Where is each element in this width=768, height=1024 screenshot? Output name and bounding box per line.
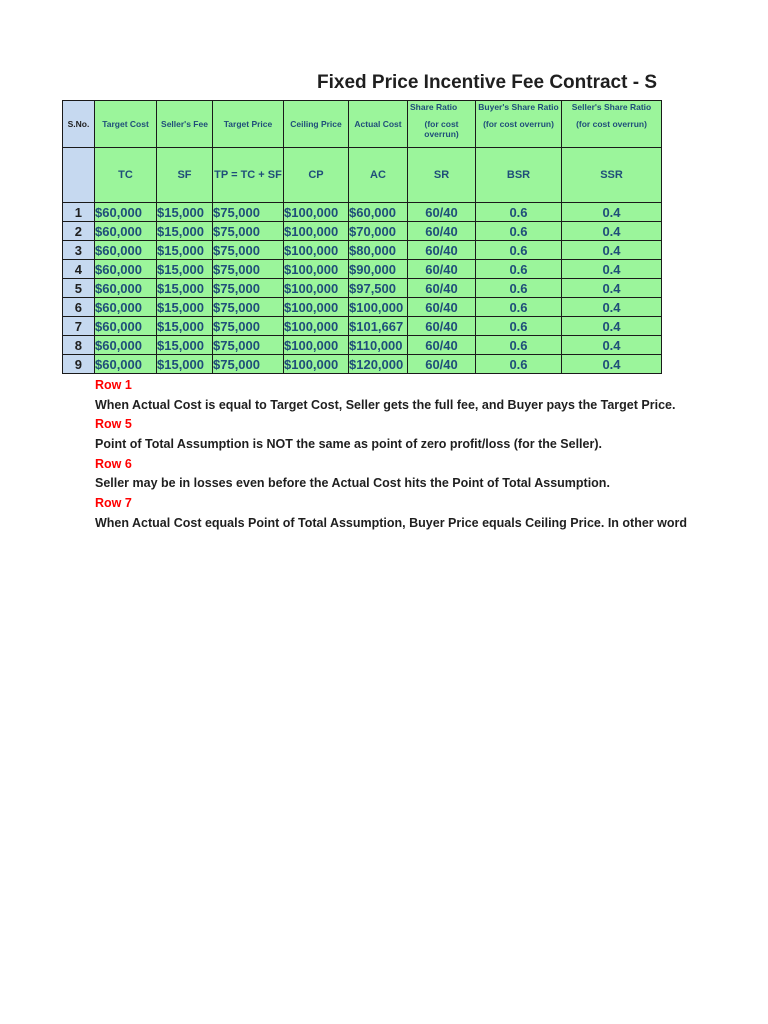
data-rows [63, 203, 662, 374]
cell-seller-share: 0.4 [562, 317, 662, 336]
header-target-price: Target Price [213, 101, 284, 148]
cell-seller-share: 0.4 [562, 241, 662, 260]
buyer-share-title: Buyer's Share Ratio [478, 102, 559, 112]
header-sellers-fee: Seller's Fee [157, 101, 213, 148]
table-row [63, 260, 662, 279]
cell-ceiling-price: $100,000 [284, 260, 349, 279]
seller-share-sub: (for cost overrun) [576, 119, 647, 129]
cell-actual-cost: $80,000 [349, 241, 408, 260]
note-text: When Actual Cost is equal to Target Cost, Seller gets the full fee, and Buyer pays the Target Price. [95, 397, 676, 412]
cell-sno: 7 [63, 317, 95, 336]
cell-actual-cost: $100,000 [349, 298, 408, 317]
cell-share-ratio: 60/40 [408, 336, 476, 355]
cell-sellers-fee: $15,000 [157, 298, 213, 317]
note-row-label: Row 7 [95, 496, 132, 511]
cell-seller-share: 0.4 [562, 279, 662, 298]
cell-sno: 1 [63, 203, 95, 222]
cell-seller-share: 0.4 [562, 336, 662, 355]
cell-ceiling-price: $100,000 [284, 222, 349, 241]
cell-seller-share: 0.4 [562, 355, 662, 374]
abbr-sf: SF [157, 148, 213, 203]
cell-buyer-share: 0.6 [476, 298, 562, 317]
cell-target-cost: $60,000 [95, 222, 157, 241]
cell-seller-share: 0.4 [562, 203, 662, 222]
cell-target-cost: $60,000 [95, 317, 157, 336]
cell-ceiling-price: $100,000 [284, 298, 349, 317]
seller-share-title: Seller's Share Ratio [571, 102, 652, 112]
cell-share-ratio: 60/40 [408, 355, 476, 374]
cell-share-ratio: 60/40 [408, 279, 476, 298]
cell-sellers-fee: $15,000 [157, 279, 213, 298]
abbr-ac: AC [349, 148, 408, 203]
abbr-sr: SR [408, 148, 476, 203]
cell-target-cost: $60,000 [95, 241, 157, 260]
cell-target-cost: $60,000 [95, 298, 157, 317]
cell-sno: 9 [63, 355, 95, 374]
cell-seller-share: 0.4 [562, 222, 662, 241]
cell-target-price: $75,000 [213, 298, 284, 317]
cell-sno: 4 [63, 260, 95, 279]
abbr-tp: TP = TC + SF [213, 148, 284, 203]
share-ratio-sub: (for cost overrun) [424, 119, 459, 139]
share-ratio-title: Share Ratio [410, 102, 458, 112]
cell-buyer-share: 0.6 [476, 241, 562, 260]
cell-actual-cost: $120,000 [349, 355, 408, 374]
header-sno: S.No. [63, 101, 95, 148]
cell-ceiling-price: $100,000 [284, 241, 349, 260]
note-text: Point of Total Assumption is NOT the same as point of zero profit/loss (for the Seller). [95, 437, 602, 452]
cell-sellers-fee: $15,000 [157, 355, 213, 374]
cell-buyer-share: 0.6 [476, 317, 562, 336]
incentive-fee-table [62, 100, 662, 374]
abbr-tc: TC [95, 148, 157, 203]
cell-target-cost: $60,000 [95, 336, 157, 355]
header-share-ratio [408, 101, 476, 148]
table-row [63, 222, 662, 241]
cell-target-price: $75,000 [213, 317, 284, 336]
table-row [63, 241, 662, 260]
cell-share-ratio: 60/40 [408, 222, 476, 241]
cell-share-ratio: 60/40 [408, 260, 476, 279]
note-text: When Actual Cost equals Point of Total Assumption, Buyer Price equals Ceiling Price. In other word [95, 515, 687, 530]
cell-sellers-fee: $15,000 [157, 222, 213, 241]
note-row-label: Row 1 [95, 378, 132, 392]
cell-sno: 3 [63, 241, 95, 260]
cell-actual-cost: $101,667 [349, 317, 408, 336]
cell-target-cost: $60,000 [95, 260, 157, 279]
cell-buyer-share: 0.6 [476, 355, 562, 374]
table-row [63, 298, 662, 317]
cell-sno: 8 [63, 336, 95, 355]
sheet-title: Fixed Price Incentive Fee Contract - S [317, 72, 657, 93]
cell-target-price: $75,000 [213, 260, 284, 279]
cell-actual-cost: $60,000 [349, 203, 408, 222]
cell-actual-cost: $97,500 [349, 279, 408, 298]
cell-sellers-fee: $15,000 [157, 241, 213, 260]
note-row-label: Row 5 [95, 417, 132, 432]
cell-actual-cost: $90,000 [349, 260, 408, 279]
notes [95, 376, 687, 534]
abbr-cp: CP [284, 148, 349, 203]
cell-buyer-share: 0.6 [476, 279, 562, 298]
cell-ceiling-price: $100,000 [284, 355, 349, 374]
cell-ceiling-price: $100,000 [284, 203, 349, 222]
cell-target-cost: $60,000 [95, 355, 157, 374]
table-row [63, 203, 662, 222]
cell-sno: 6 [63, 298, 95, 317]
cell-target-price: $75,000 [213, 355, 284, 374]
cell-sellers-fee: $15,000 [157, 336, 213, 355]
abbr-bsr: BSR [476, 148, 562, 203]
abbr-row [63, 148, 662, 203]
cell-share-ratio: 60/40 [408, 298, 476, 317]
cell-buyer-share: 0.6 [476, 203, 562, 222]
cell-buyer-share: 0.6 [476, 222, 562, 241]
header-buyer-share [476, 101, 562, 148]
cell-share-ratio: 60/40 [408, 241, 476, 260]
cell-ceiling-price: $100,000 [284, 317, 349, 336]
cell-target-price: $75,000 [213, 336, 284, 355]
table-row [63, 336, 662, 355]
cell-target-price: $75,000 [213, 241, 284, 260]
cell-seller-share: 0.4 [562, 260, 662, 279]
cell-ceiling-price: $100,000 [284, 279, 349, 298]
cell-sno: 5 [63, 279, 95, 298]
cell-sellers-fee: $15,000 [157, 260, 213, 279]
abbr-ssr: SSR [562, 148, 662, 203]
header-actual-cost: Actual Cost [349, 101, 408, 148]
cell-sno: 2 [63, 222, 95, 241]
cell-target-price: $75,000 [213, 203, 284, 222]
cell-target-cost: $60,000 [95, 279, 157, 298]
cell-target-cost: $60,000 [95, 203, 157, 222]
note-text: Seller may be in losses even before the Actual Cost hits the Point of Total Assumption. [95, 476, 610, 491]
buyer-share-sub: (for cost overrun) [483, 119, 554, 129]
cell-ceiling-price: $100,000 [284, 336, 349, 355]
cell-actual-cost: $70,000 [349, 222, 408, 241]
header-seller-share [562, 101, 662, 148]
abbr-sno-blank [63, 148, 95, 203]
cell-buyer-share: 0.6 [476, 336, 562, 355]
cell-target-price: $75,000 [213, 279, 284, 298]
header-ceiling-price: Ceiling Price [284, 101, 349, 148]
cell-share-ratio: 60/40 [408, 203, 476, 222]
table-row [63, 317, 662, 336]
cell-actual-cost: $110,000 [349, 336, 408, 355]
cell-target-price: $75,000 [213, 222, 284, 241]
cell-sellers-fee: $15,000 [157, 317, 213, 336]
table-row [63, 279, 662, 298]
cell-seller-share: 0.4 [562, 298, 662, 317]
table-row [63, 355, 662, 374]
header-row [63, 101, 662, 148]
header-target-cost: Target Cost [95, 101, 157, 148]
cell-sellers-fee: $15,000 [157, 203, 213, 222]
cell-buyer-share: 0.6 [476, 260, 562, 279]
note-row-label: Row 6 [95, 456, 132, 471]
cell-share-ratio: 60/40 [408, 317, 476, 336]
